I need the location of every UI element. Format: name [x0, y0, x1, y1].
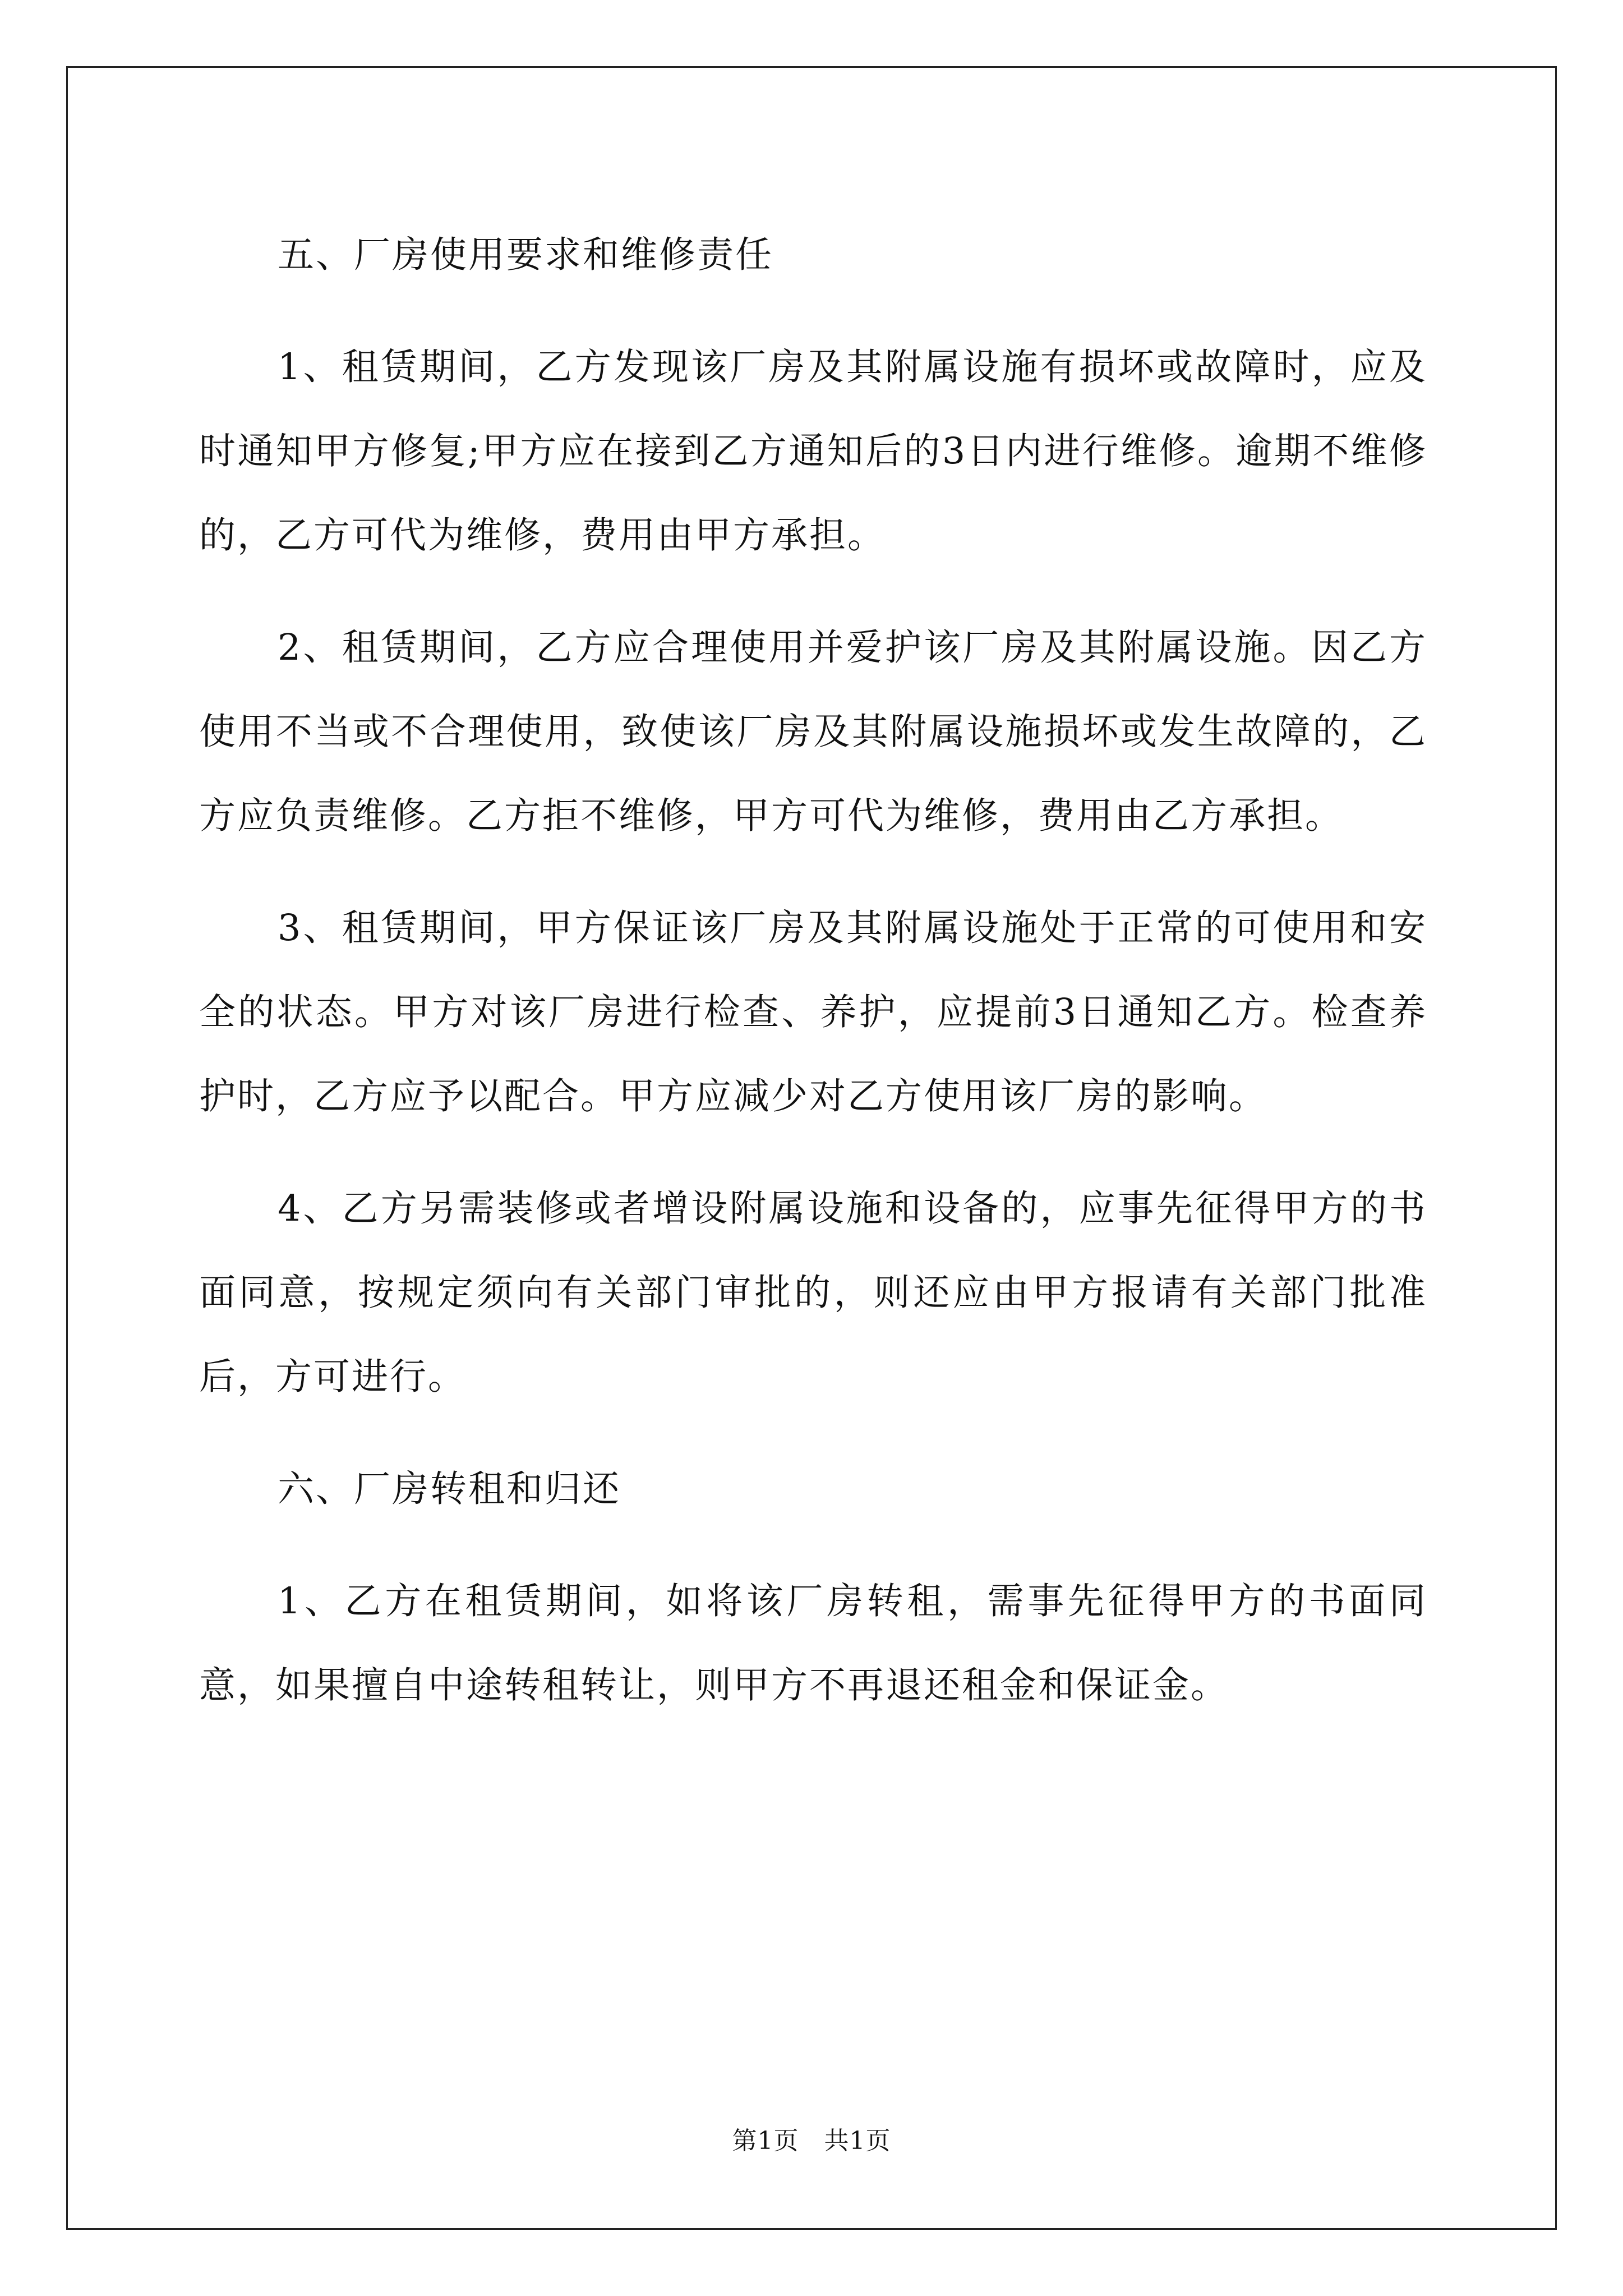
- section-heading-5: 五、厂房使用要求和维修责任: [278, 234, 774, 276]
- section-heading-6: 六、厂房转租和归还: [278, 1468, 621, 1510]
- document-body: [199, 213, 1427, 1728]
- clause-5-3: 3、租赁期间，甲方保证该厂房及其附属设施处于正常的可使用和安全的状态。甲方对该厂房进行检查、养护，应提前3日通知乙方。检查养护时，乙方应予以配合。甲方应减少对乙方使用该厂房的影响。: [199, 907, 1427, 1117]
- page-footer: 第1页 共1页: [732, 2127, 891, 2155]
- clause-6-1: 1、乙方在租赁期间，如将该厂房转租，需事先征得甲方的书面同意，如果擅自中途转租转让，则甲方不再退还租金和保证金。: [199, 1580, 1427, 1706]
- clause-5-2: 2、租赁期间，乙方应合理使用并爱护该厂房及其附属设施。因乙方使用不当或不合理使用，致使该厂房及其附属设施损坏或发生故障的，乙方应负责维修。乙方拒不维修，甲方可代为维修，费用由乙方承担。: [199, 627, 1427, 837]
- clause-5-4: 4、乙方另需装修或者增设附属设施和设备的，应事先征得甲方的书面同意，按规定须向有关部门审批的，则还应由甲方报请有关部门批准后，方可进行。: [199, 1188, 1427, 1398]
- clause-5-1: 1、租赁期间，乙方发现该厂房及其附属设施有损坏或故障时，应及时通知甲方修复;甲方应在接到乙方通知后的3日内进行维修。逾期不维修的，乙方可代为维修，费用由甲方承担。: [199, 346, 1427, 556]
